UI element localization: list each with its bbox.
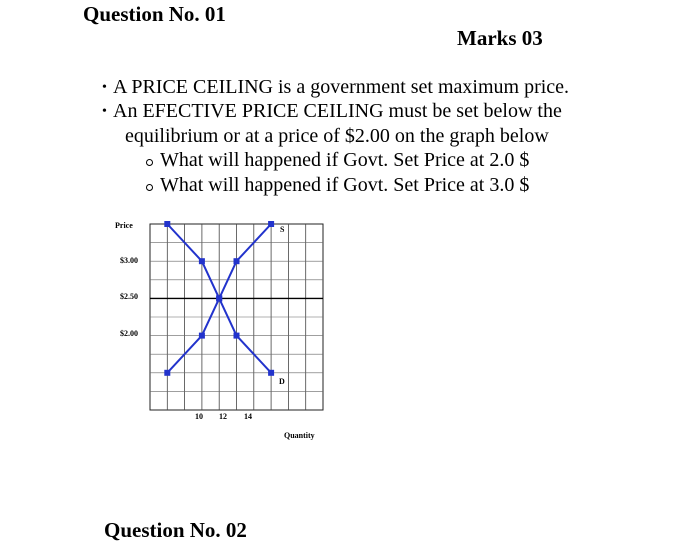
chart-grid <box>150 224 323 410</box>
demand-label: D <box>279 377 285 386</box>
demand-point <box>164 221 170 227</box>
x-tick-label: 10 <box>195 412 203 421</box>
supply-demand-chart <box>100 210 340 445</box>
demand-point <box>199 258 205 264</box>
x-axis-label: Quantity <box>284 431 315 440</box>
y-tick-label: $3.00 <box>120 256 138 265</box>
supply-point <box>268 221 274 227</box>
y-tick-label: $2.00 <box>120 329 138 338</box>
sub-bullet-price-3: What will happened if Govt. Set Price at 3.0 $ <box>160 174 530 196</box>
bullet-dot: • <box>102 80 107 95</box>
circle-bullet-icon <box>146 184 153 191</box>
circle-bullet-icon <box>146 159 153 166</box>
supply-point <box>234 258 240 264</box>
demand-point <box>268 370 274 376</box>
next-question-heading: Question No. 02 <box>104 518 247 542</box>
bullet-effective-ceiling: An EFECTIVE PRICE CEILING must be set below the <box>113 100 562 122</box>
y-tick-label: $2.50 <box>120 292 138 301</box>
bullet-dot: • <box>102 104 107 119</box>
demand-point <box>216 295 222 301</box>
y-axis-label: Price <box>115 221 133 230</box>
marks-label: Marks 03 <box>457 26 543 50</box>
bullet-price-ceiling: A PRICE CEILING is a government set maximum price. <box>113 76 570 98</box>
supply-label: S <box>280 225 285 234</box>
question-heading: Question No. 01 <box>83 2 226 26</box>
bullet-effective-ceiling-cont: equilibrium or at a price of $2.00 on the graph below <box>125 125 549 147</box>
demand-point <box>234 333 240 339</box>
x-tick-label: 12 <box>219 412 227 421</box>
supply-point <box>164 370 170 376</box>
x-tick-label: 14 <box>244 412 252 421</box>
sub-bullet-price-2: What will happened if Govt. Set Price at 2.0 $ <box>160 149 530 171</box>
supply-point <box>199 333 205 339</box>
